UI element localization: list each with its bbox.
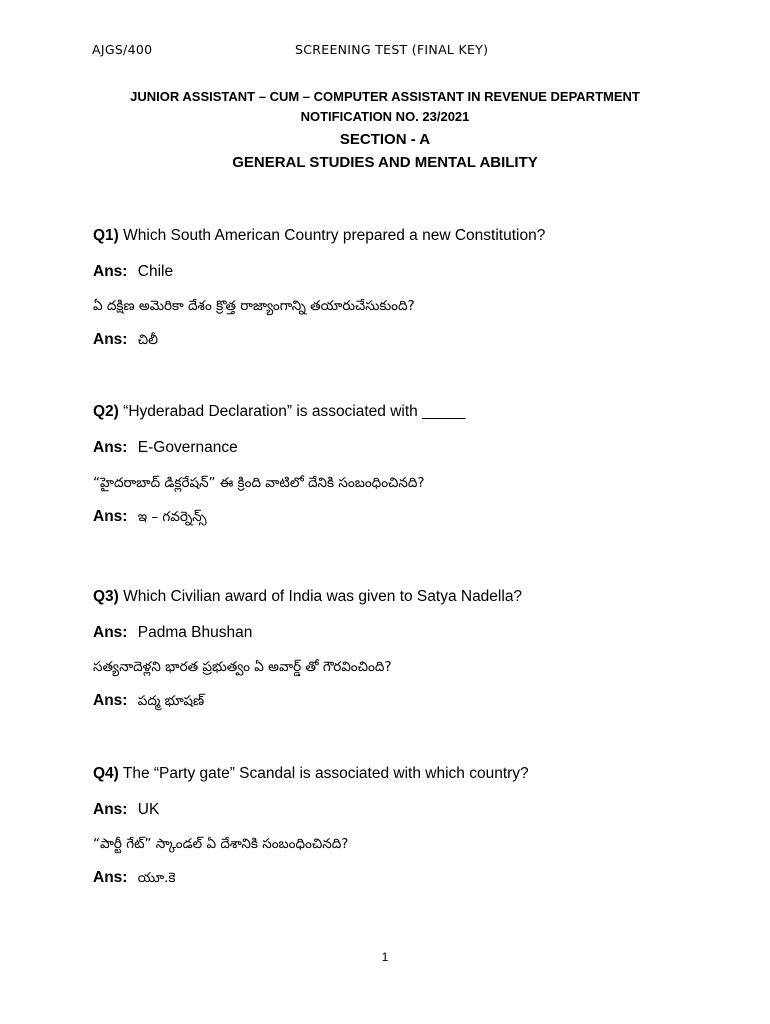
answer-text: చిలీ	[137, 332, 159, 348]
telugu-question-3: సత్యనాదెళ్లని భారత ప్రభుత్వం ఏ అవార్డ్ తో గౌరవించింది?	[93, 659, 392, 675]
department-heading: JUNIOR ASSISTANT – CUM – COMPUTER ASSISTANT IN REVENUE DEPARTMENT	[130, 89, 640, 104]
answer-text: Chile	[137, 263, 174, 280]
page-number: 1	[381, 950, 389, 964]
running-header	[92, 42, 678, 62]
answer-4	[93, 801, 159, 819]
answer-label: Ans:	[93, 801, 128, 818]
answer-label: Ans:	[93, 624, 128, 641]
question-1	[93, 227, 545, 245]
answer-3	[93, 624, 252, 642]
answer-text: ఇ – గవర్నెన్స్	[137, 509, 207, 525]
answer-label: Ans:	[93, 331, 128, 348]
document-code: AJGS/400	[92, 42, 153, 57]
telugu-answer-3	[93, 692, 204, 712]
answer-label: Ans:	[93, 508, 128, 525]
question-number: Q2)	[93, 403, 119, 420]
telugu-answer-1	[93, 331, 158, 351]
question-text: Which Civilian award of India was given to Satya Nadella?	[123, 588, 523, 605]
telugu-question-1: ఏ దక్షిణ అమెరికా దేశం క్రొత్త రాజ్యాంగాన్ని తయారుచేసుకుంది?	[93, 298, 415, 314]
section-heading: SECTION - A	[339, 131, 431, 148]
document-title: SCREENING TEST (FINAL KEY)	[295, 42, 489, 57]
question-text: Which South American Country prepared a new Constitution?	[123, 227, 546, 244]
question-4	[93, 765, 529, 783]
answer-2	[93, 439, 238, 457]
answer-label: Ans:	[93, 869, 128, 886]
answer-label: Ans:	[93, 263, 128, 280]
answer-text: E-Governance	[137, 439, 238, 456]
answer-text: యూ.కె	[137, 870, 176, 886]
answer-label: Ans:	[93, 439, 128, 456]
question-text: The “Party gate” Scandal is associated with which country?	[122, 765, 529, 782]
question-text: “Hyderabad Declaration” is associated with _____	[123, 403, 466, 420]
question-number: Q1)	[93, 227, 119, 244]
answer-1	[93, 263, 173, 281]
telugu-answer-2	[93, 508, 207, 528]
telugu-question-2: “హైదరాబాద్ డిక్లరేషన్” ఈ క్రింది వాటిలో దేనికి సంబంధించినది?	[93, 475, 425, 491]
answer-text: పద్మ భూషణ్	[137, 693, 205, 709]
answer-text: Padma Bhushan	[137, 624, 253, 641]
question-number: Q4)	[93, 765, 119, 782]
telugu-answer-4	[93, 869, 175, 889]
question-number: Q3)	[93, 588, 119, 605]
answer-label: Ans:	[93, 692, 128, 709]
question-2	[93, 403, 465, 421]
notification-number: NOTIFICATION NO. 23/2021	[300, 109, 470, 124]
answer-text: UK	[137, 801, 160, 818]
telugu-question-4: “పార్టీ గేట్” స్కాండల్ ఏ దేశానికి సంబంధించినది?	[93, 836, 349, 852]
question-3	[93, 588, 522, 606]
subject-heading: GENERAL STUDIES AND MENTAL ABILITY	[232, 154, 538, 171]
